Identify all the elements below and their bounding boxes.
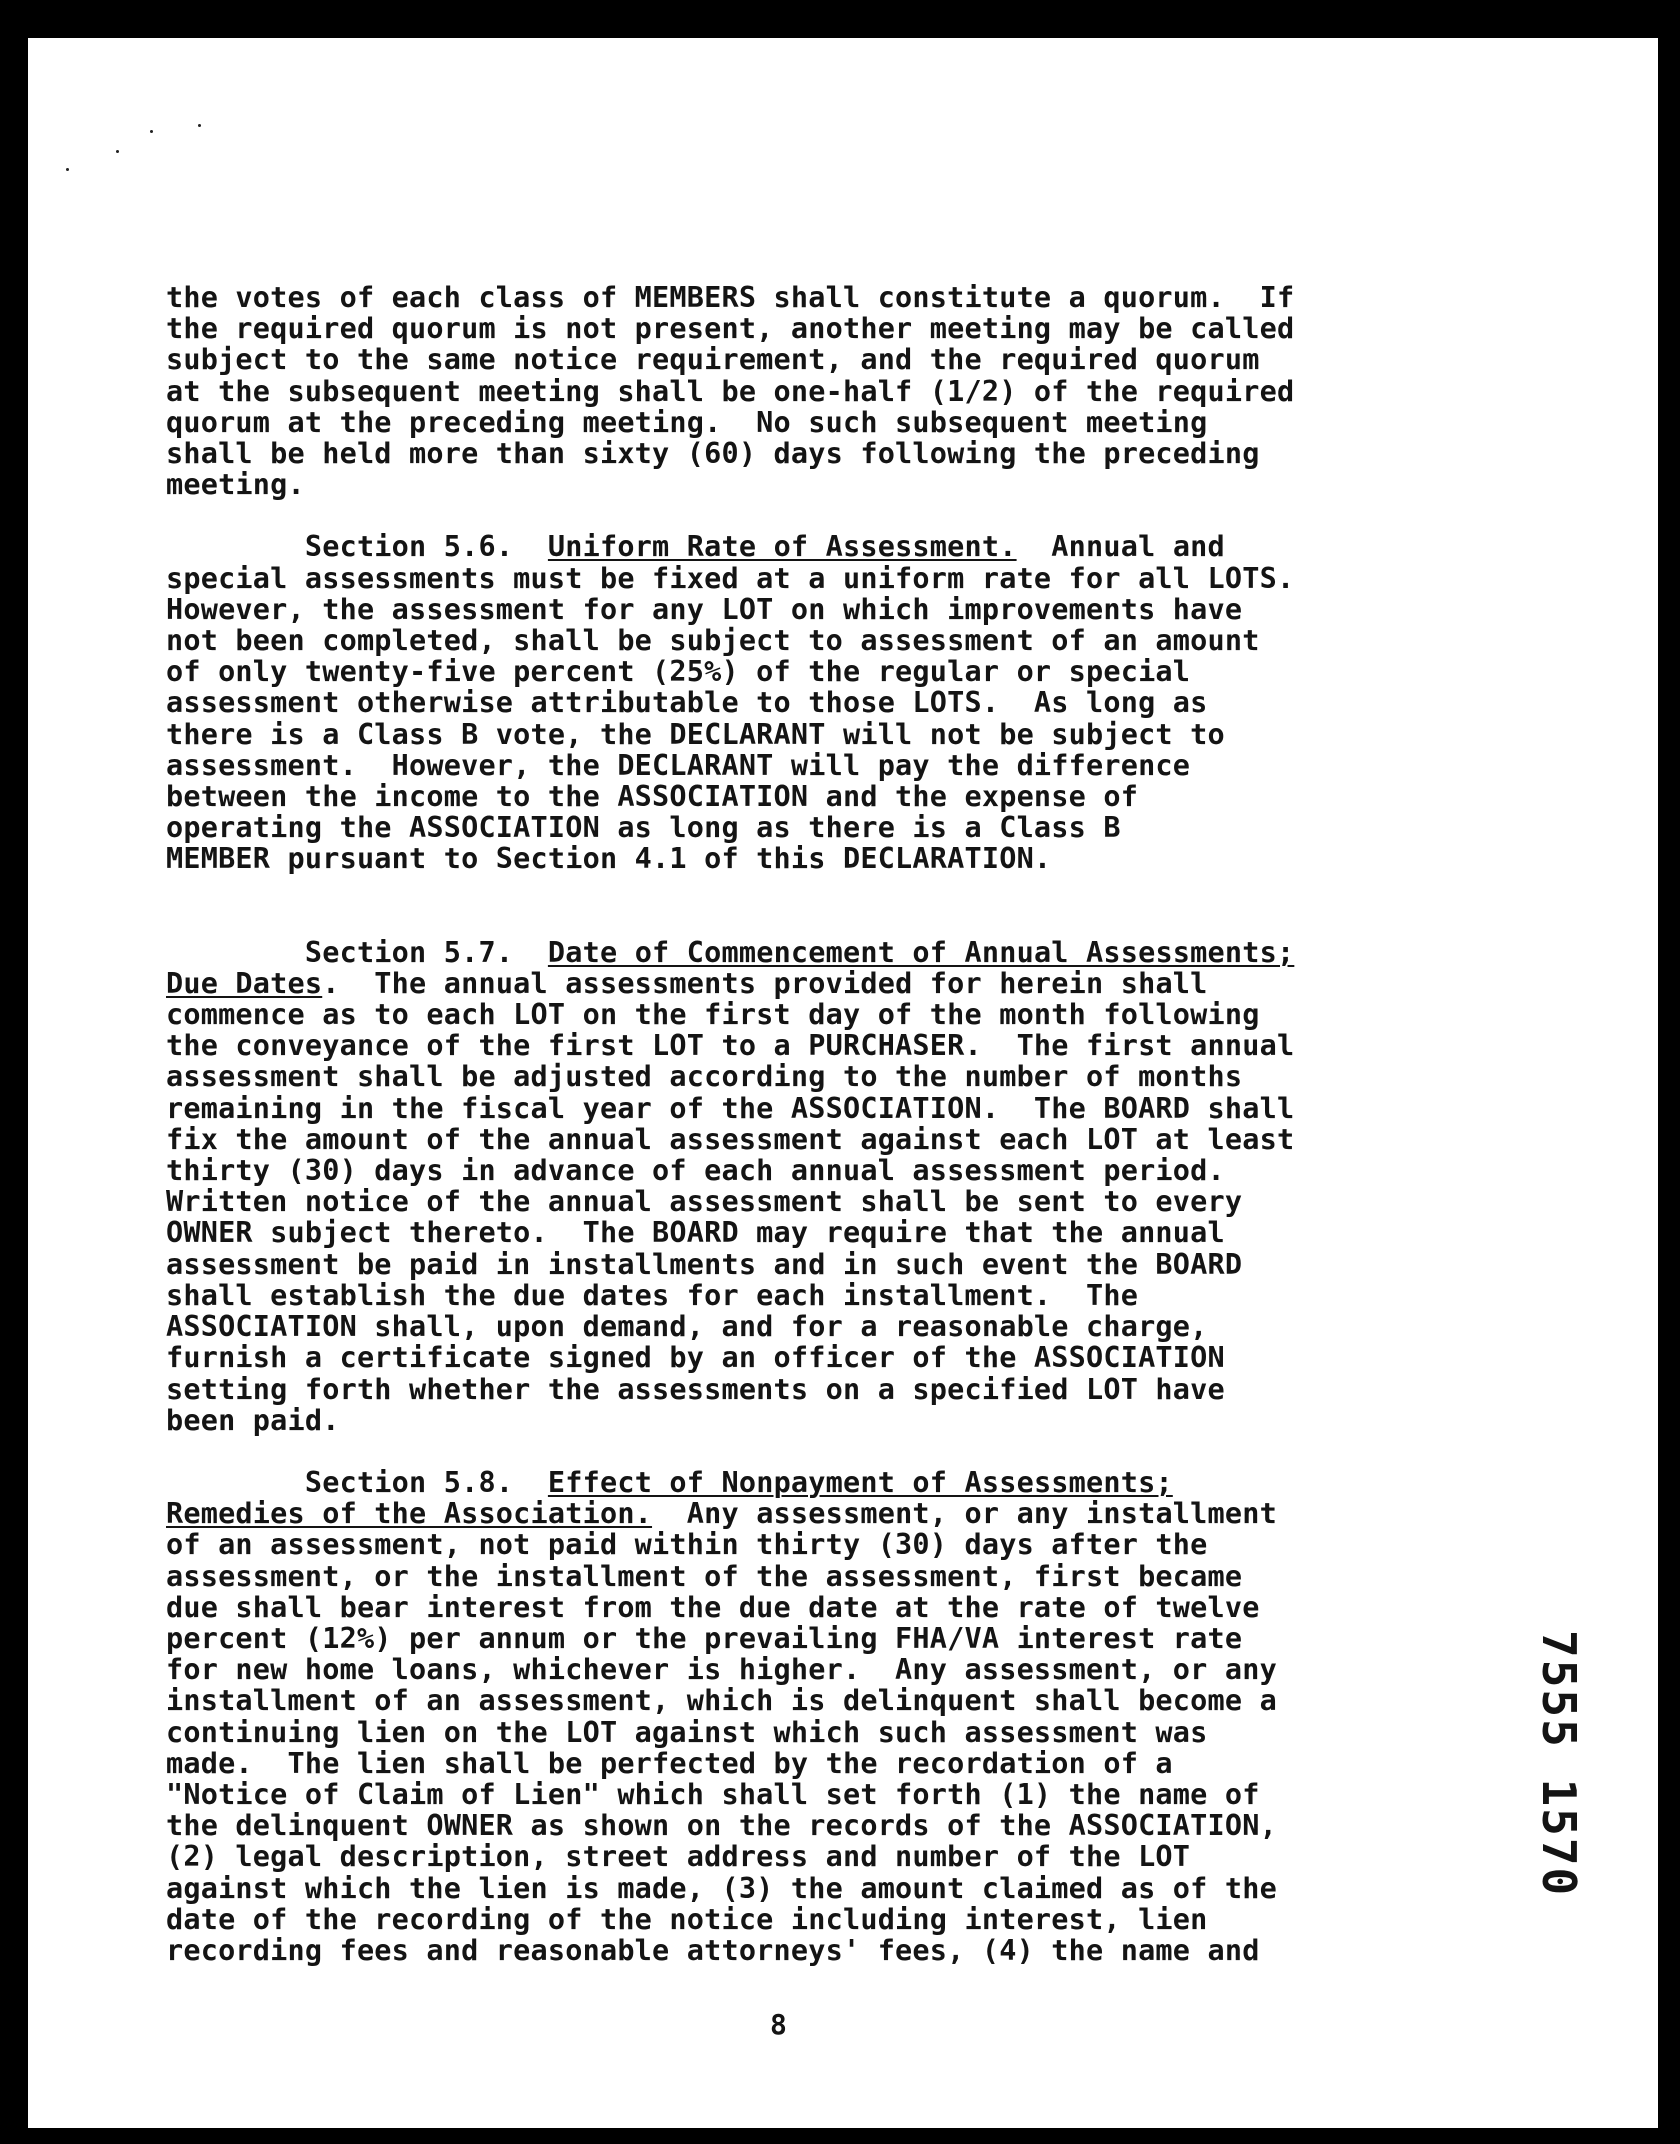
section-5-6-first-line: Annual and bbox=[1016, 530, 1225, 564]
section-5-7 bbox=[166, 937, 1466, 1436]
section-5-7-body: commence as to each LOT on the first day of the month following the conveyance of the first LOT to a PURCHASER. The first annual assessment shall be adjusted according to the number of months remaining in the fiscal year of the ASSOCIATION. The BOARD shall fix the amount of the annual assessment against each LOT at least thirty (30) days in advance of each annual assessment period. Written notice of the annual assessment shall be sent to every OWNER subject thereto. The BOARD may require that the annual assessment be paid in installments and in such event the BOARD shall establish the due dates for each installment. The ASSOCIATION shall, upon demand, and for a reasonable charge, furnish a certificate signed by an officer of the ASSOCIATION setting forth whether the assessments on a specified LOT have been paid. bbox=[166, 998, 1295, 1437]
scan-border-right bbox=[1658, 0, 1680, 2144]
section-5-7-title-line-2: Due Dates bbox=[166, 966, 323, 1000]
scan-speck bbox=[198, 124, 201, 127]
side-stamp-container bbox=[1532, 1630, 1600, 1930]
section-5-6-body: special assessments must be fixed at a uniform rate for all LOTS. However, the assessment for any LOT on which improvements have not been completed, shall be subject to assessment of an amount of only twenty-five percent (25%) of the regular or special assessment otherwise attributable to those LOTS. As long as there is a Class B vote, the DECLARANT will not be subject to assessment. However, the DECLARANT will pay the difference between the income to the ASSOCIATION and the expense of operating the ASSOCIATION as long as there is a Class B MEMBER pursuant to Section 4.1 of this DECLARATION. bbox=[166, 561, 1295, 876]
section-5-6 bbox=[166, 531, 1466, 874]
section-5-8-first-line: Any assessment, or any installment bbox=[652, 1497, 1277, 1531]
side-stamp: 7555 1570 bbox=[1532, 1630, 1586, 1898]
scan-border-top bbox=[0, 0, 1680, 38]
scan-speck bbox=[116, 150, 119, 153]
section-5-8-number: Section 5.8. bbox=[166, 1465, 548, 1499]
scan-speck bbox=[150, 130, 153, 133]
document-body bbox=[166, 282, 1466, 1966]
section-5-8 bbox=[166, 1467, 1466, 1966]
section-5-8-title-line-1: Effect of Nonpayment of Assessments; bbox=[547, 1465, 1173, 1499]
section-5-6-number: Section 5.6. bbox=[166, 530, 548, 564]
section-5-7-title-line-1: Date of Commencement of Annual Assessments; bbox=[547, 935, 1295, 969]
page-number: 8 bbox=[770, 2008, 787, 2041]
section-5-8-title-line-2: Remedies of the Association. bbox=[166, 1497, 653, 1531]
paragraph-quorum: the votes of each class of MEMBERS shall constitute a quorum. If the required quorum is not present, another meeting may be called subject to the same notice requirement, and the required quorum at the subsequent meeting shall be one-half (1/2) of the required quorum at the preceding meeting. No such subsequent meeting shall be held more than sixty (60) days following the preceding meeting. bbox=[166, 281, 1295, 502]
scan-border-left bbox=[0, 0, 28, 2144]
section-5-6-title: Uniform Rate of Assessment. bbox=[547, 530, 1017, 564]
section-5-7-number: Section 5.7. bbox=[166, 935, 548, 969]
section-5-7-first-line: . The annual assessments provided for herein shall bbox=[322, 966, 1208, 1000]
scan-speck bbox=[66, 168, 69, 171]
scan-border-bottom bbox=[0, 2128, 1680, 2144]
section-5-8-body: of an assessment, not paid within thirty (30) days after the assessment, or the installment of the assessment, first became due shall bear interest from the due date at the rate of twelve percent (12%) per annum or the prevailing FHA/VA interest rate for new home loans, whichever is higher. Any assessment, or any installment of an assessment, which is delinquent shall become a continuing lien on the LOT against which such assessment was made. The lien shall be perfected by the recordation of a "Notice of Claim of Lien" which shall set forth (1) the name of the delinquent OWNER as shown on the records of the ASSOCIATION, (2) legal description, street address and number of the LOT against which the lien is made, (3) the amount claimed as of the date of the recording of the notice including interest, lien recording fees and reasonable attorneys' fees, (4) the name and bbox=[166, 1528, 1277, 1967]
